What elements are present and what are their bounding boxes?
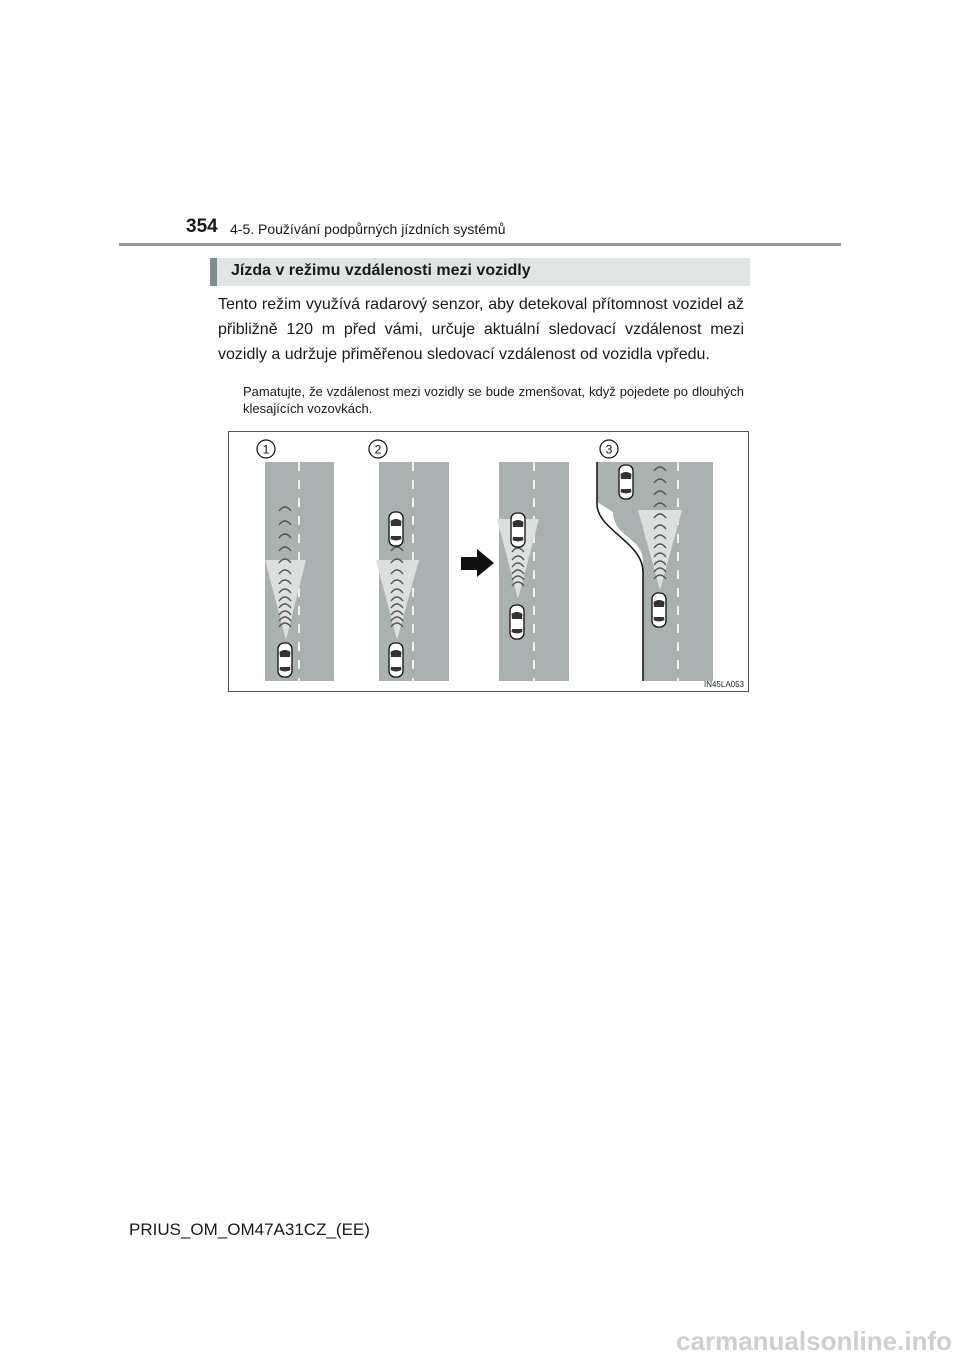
lead-car-2 <box>389 512 403 546</box>
lead-car-4 <box>619 465 633 499</box>
label-1-text: 1 <box>262 442 270 457</box>
own-car-2 <box>389 643 403 677</box>
arrow-right-icon <box>461 549 494 577</box>
watermark: carmanualsonline.info <box>676 1326 952 1356</box>
own-car-3 <box>510 605 524 639</box>
chapter-title: 4-5. Používání podpůrných jízdních systémů <box>230 221 506 237</box>
radar-diagram <box>229 432 748 691</box>
label-2-text: 2 <box>374 442 382 457</box>
label-2 <box>369 440 387 458</box>
footer-doc-id: PRIUS_OM_OM47A31CZ_(EE) <box>129 1220 370 1239</box>
figure-code: IN45LA053 <box>703 680 744 689</box>
note-paragraph: Pamatujte, že vzdálenost mezi vozidly se bude zmenšovat, když pojedete po dlouhých klesajících vozovkách. <box>243 384 744 416</box>
lead-car-3 <box>511 513 525 547</box>
label-3 <box>600 440 618 458</box>
header-rule <box>119 243 841 246</box>
label-3-text: 3 <box>605 442 613 457</box>
body-paragraph: Tento režim využívá radarový senzor, aby detekoval přítomnost vozidel až přibližně 120 m před vámi, určuje aktuální sledovací vzdálenost mezi vozidly a udržuje přiměřenou sledovací vzdálenost od vozidla vpředu. <box>218 296 744 363</box>
label-1 <box>257 440 275 458</box>
own-car-1 <box>278 643 292 677</box>
section-heading <box>210 258 750 286</box>
section-title: Jízda v režimu vzdálenosti mezi vozidly <box>231 262 531 279</box>
illustration-figure <box>228 431 749 692</box>
own-car-4 <box>652 593 666 627</box>
page-number: 354 <box>186 216 218 237</box>
